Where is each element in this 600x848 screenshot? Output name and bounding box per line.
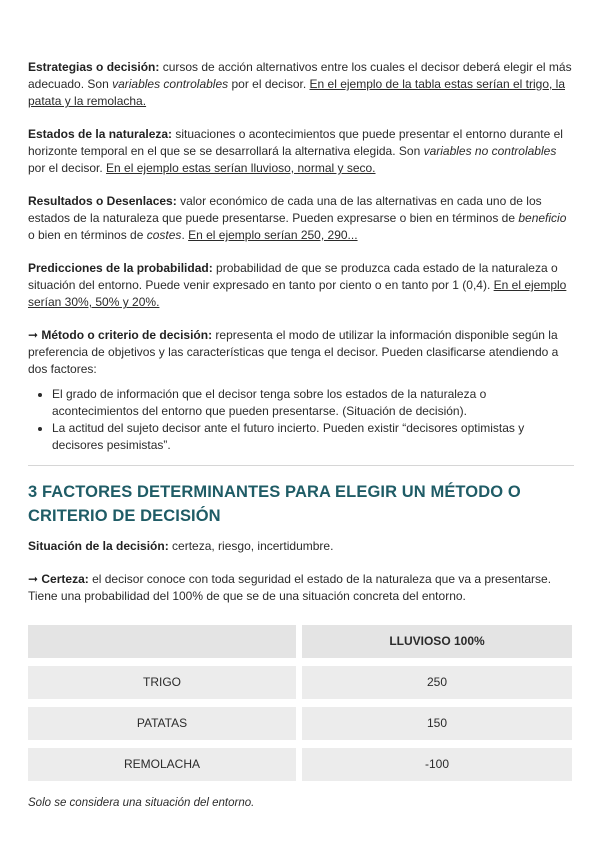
text: certeza, riesgo, incertidumbre. <box>168 539 334 553</box>
term-metodo: Método o criterio de decisión: <box>41 328 213 342</box>
text: representa el modo de utilizar la información disponible según la preferencia de objetivos y las características que tenga el decisor. Pueden clasificarse atendiendo a dos factores: <box>28 328 559 376</box>
paragraph-certeza <box>28 571 574 605</box>
text: valor económico de cada una de las alternativas en cada uno de los estados de la naturaleza que puede presentarse. Pueden expresarse o bien en términos de <box>28 194 542 225</box>
italic-text: costes <box>146 228 182 242</box>
list-item: • El grado de información que el decisor tenga sobre los estados de la naturaleza o acontecimientos del entorno que pueden presentarse. (Situación de decisión). <box>52 386 574 420</box>
text: por el decisor. <box>28 161 107 175</box>
arrow-icon: ➞ <box>28 572 42 586</box>
term-estados: Estados de la naturaleza: <box>28 127 173 141</box>
example-resultados: En el ejemplo serían 250, 290... <box>188 228 358 242</box>
term-predicciones: Predicciones de la probabilidad: <box>28 261 213 275</box>
text: cursos de acción alternativos entre los cuales el decisor deberá elegir el más adecuado. Son <box>28 60 572 91</box>
table-cell-value: 150 <box>302 707 572 740</box>
paragraph-estrategias <box>28 59 574 110</box>
list-item: • La actitud del sujeto decisor ante el futuro incierto. Pueden existir “decisores optimistas y decisores pesimistas”. <box>52 420 574 454</box>
table-header-row <box>28 625 572 658</box>
table-cell-value: -100 <box>302 748 572 781</box>
text: . <box>181 228 189 242</box>
factors-list <box>28 386 574 454</box>
example-estrategias: En el ejemplo de la tabla estas serían el trigo, la patata y la remolacha. <box>28 77 565 108</box>
text: probabilidad de que se produzca cada estado de la naturaleza o situación del entorno. Puede venir expresado en tanto por ciento o en tanto por 1 (0,4). <box>28 261 558 292</box>
term-estrategias: Estrategias o decisión: <box>28 60 160 74</box>
payoff-table <box>28 617 572 789</box>
table-cell-label: PATATAS <box>28 707 296 740</box>
term-certeza: Certeza: <box>41 572 89 586</box>
text: el decisor conoce con toda seguridad el estado de la naturaleza que va a presentarse. Tiene una probabilidad del 100% de que se de una situación concreta del entorno. <box>28 572 552 603</box>
paragraph-estados <box>28 126 574 177</box>
table-header-cell: LLUVIOSO 100% <box>302 625 572 658</box>
paragraph-resultados <box>28 193 574 244</box>
paragraph-situacion <box>28 538 574 555</box>
section-divider <box>28 465 574 466</box>
paragraph-predicciones <box>28 260 574 311</box>
italic-text: beneficio <box>518 211 567 225</box>
table-header-cell <box>28 625 296 658</box>
table-note: Solo se considera una situación del entorno. <box>28 797 255 809</box>
section-heading: 3 FACTORES DETERMINANTES PARA ELEGIR UN MÉTODO O CRITERIO DE DECISIÓN <box>28 483 521 525</box>
table-row <box>28 707 572 740</box>
text: por el decisor. <box>228 77 310 91</box>
text: situaciones o acontecimientos que puede presentar el entorno durante el horizonte temporal en el que se se desarrollará la alternativa elegida. Son <box>28 127 563 158</box>
table-cell-value: 250 <box>302 666 572 699</box>
term-situacion: Situación de la decisión: <box>28 539 169 553</box>
table-row <box>28 748 572 781</box>
table-row <box>28 666 572 699</box>
italic-text: variables no controlables <box>423 144 557 158</box>
paragraph-metodo <box>28 327 574 378</box>
example-predicciones: En el ejemplo serían 30%, 50% y 20%. <box>28 278 567 309</box>
text: o bien en términos de <box>28 228 147 242</box>
term-resultados: Resultados o Desenlaces: <box>28 194 177 208</box>
table-cell-label: REMOLACHA <box>28 748 296 781</box>
italic-text: variables controlables <box>112 77 229 91</box>
document-content <box>28 59 574 812</box>
arrow-icon: ➞ <box>28 328 42 342</box>
table-cell-label: TRIGO <box>28 666 296 699</box>
example-estados: En el ejemplo estas serían lluvioso, normal y seco. <box>106 161 376 175</box>
